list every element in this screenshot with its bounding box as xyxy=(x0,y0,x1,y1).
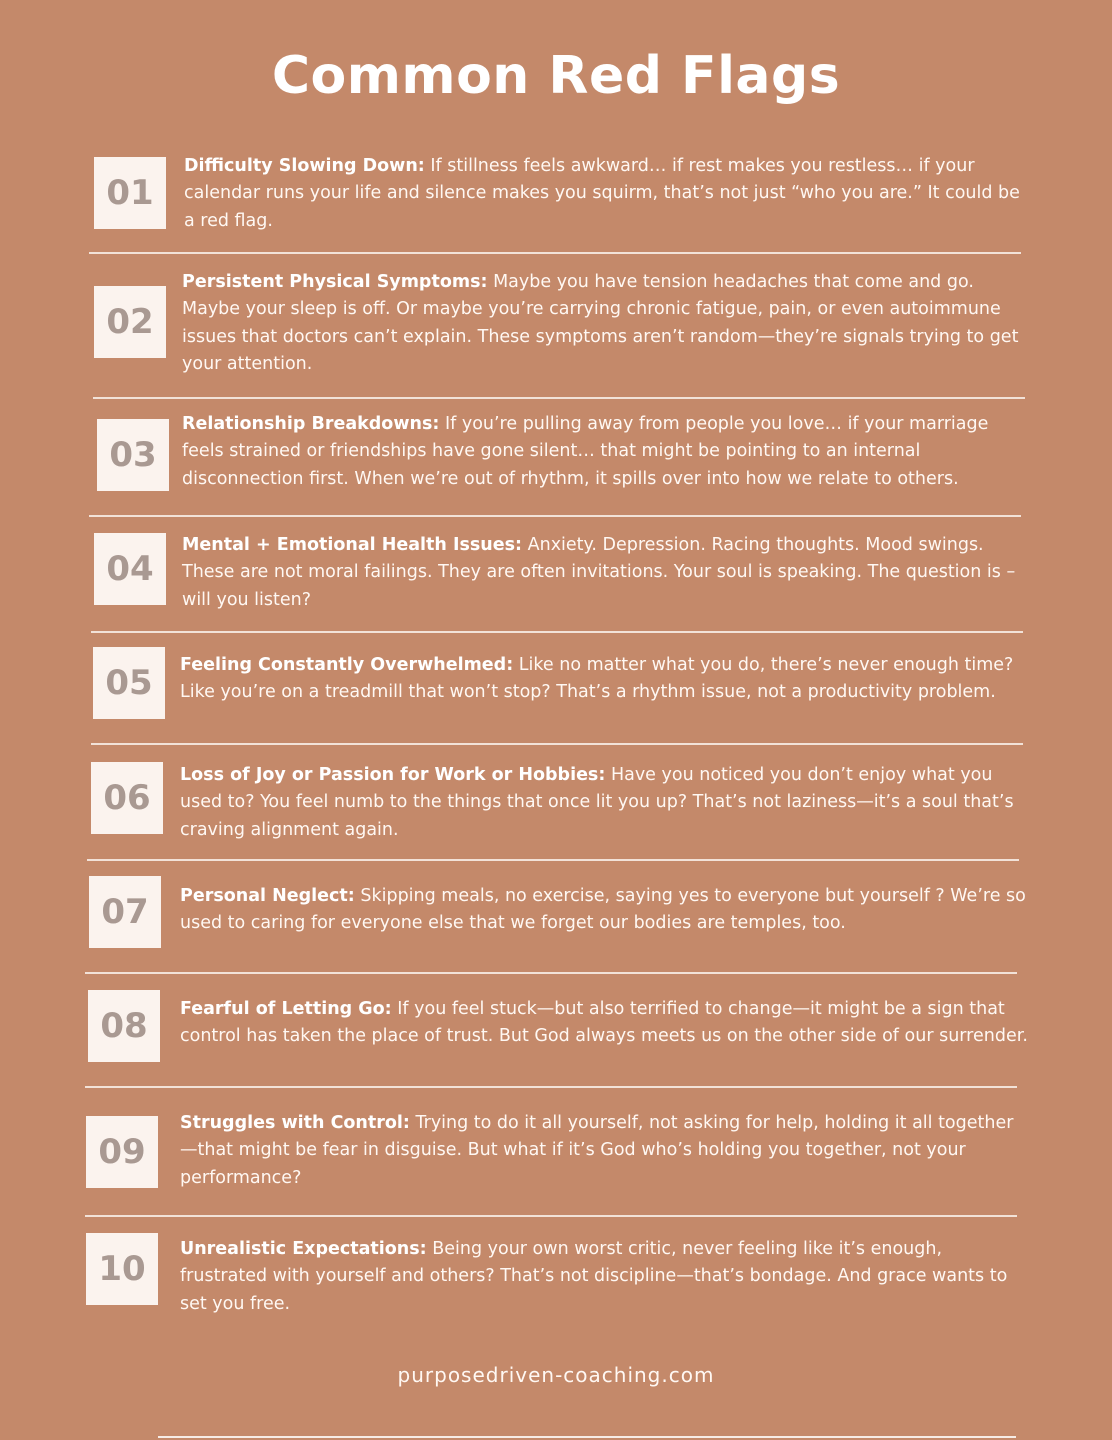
divider xyxy=(89,515,1021,517)
item-number-badge: 02 xyxy=(94,286,166,358)
item-heading: Feeling Constantly Overwhelmed: xyxy=(180,655,514,675)
item-body: Skipping meals, no exercise, saying yes to everyone but yourself ? We’re so used to caring for everyone else that we forget our bodies are temples, too. xyxy=(180,886,1026,934)
page-title: Common Red Flags xyxy=(271,46,841,106)
item-text xyxy=(180,1110,1030,1192)
divider xyxy=(85,972,1017,974)
item-text xyxy=(182,269,1032,379)
item-number-badge: 07 xyxy=(89,876,161,948)
item-heading: Difficulty Slowing Down: xyxy=(184,156,425,176)
item-text xyxy=(182,532,1032,614)
item-text xyxy=(180,762,1030,844)
bottom-divider xyxy=(158,1436,1016,1438)
divider xyxy=(89,252,1021,254)
item-text xyxy=(182,411,1027,493)
divider xyxy=(91,743,1023,745)
item-body: If stillness feels awkward… if rest makes you restless… if your calendar runs your life and silence makes you squirm, that’s not just “who you are.” It could be a red flag. xyxy=(184,156,1020,231)
item-heading: Loss of Joy or Passion for Work or Hobbies: xyxy=(180,765,606,785)
item-body: Being your own worst critic, never feeling like it’s enough, frustrated with yourself and others? That’s not discipline—that’s bondage. And grace wants to set you free. xyxy=(180,1239,1008,1314)
item-heading: Fearful of Letting Go: xyxy=(180,999,392,1019)
divider xyxy=(85,1215,1017,1217)
item-heading: Relationship Breakdowns: xyxy=(182,414,440,434)
website-link[interactable]: purposedriven-coaching.com xyxy=(397,1363,715,1387)
item-heading: Struggles with Control: xyxy=(180,1113,410,1133)
item-number-badge: 01 xyxy=(94,157,166,229)
item-body: Maybe you have tension headaches that come and go. Maybe your sleep is off. Or maybe you’re carrying chronic fatigue, pain, or even autoimmune issues that doctors can’t explain. These symptoms aren’t random—they’re signals trying to get your attention. xyxy=(182,272,1019,375)
item-body: If you’re pulling away from people you love… if your marriage feels strained or friendships have gone silent… that might be pointing to an internal disconnection first. When we’re out of rhythm, it spills over into how we relate to others. xyxy=(182,414,989,489)
item-heading: Personal Neglect: xyxy=(180,886,355,906)
item-body: If you feel stuck—but also terrified to change—it might be a sign that control has taken the place of trust. But God always meets us on the other side of our surrender. xyxy=(180,999,1028,1047)
item-body: Like no matter what you do, there’s never enough time? Like you’re on a treadmill that won’t stop? That’s a rhythm issue, not a productivity problem. xyxy=(180,655,1014,703)
item-number-badge: 05 xyxy=(93,647,165,719)
item-number-badge: 08 xyxy=(88,990,160,1062)
divider xyxy=(93,397,1025,399)
item-heading: Persistent Physical Symptoms: xyxy=(182,272,488,292)
item-text xyxy=(180,652,1035,707)
item-text xyxy=(180,1236,1030,1318)
divider xyxy=(85,1086,1017,1088)
item-number-badge: 10 xyxy=(86,1233,158,1305)
item-number-badge: 03 xyxy=(97,419,169,491)
item-number-badge: 06 xyxy=(91,762,163,834)
item-text xyxy=(184,153,1034,235)
item-text xyxy=(180,996,1035,1051)
item-text xyxy=(180,883,1030,938)
item-body: Trying to do it all yourself, not asking for help, holding it all together—that might be fear in disguise. But what if it’s God who’s holding you together, not your performance? xyxy=(180,1113,1014,1188)
item-body: Anxiety. Depression. Racing thoughts. Mood swings. These are not moral failings. They are often invitations. Your soul is speaking. The question is – will you listen? xyxy=(182,535,1016,610)
divider xyxy=(91,631,1023,633)
item-number-badge: 09 xyxy=(86,1116,158,1188)
item-heading: Unrealistic Expectations: xyxy=(180,1239,427,1259)
item-number-badge: 04 xyxy=(94,533,166,605)
item-body: Have you noticed you don’t enjoy what you used to? You feel numb to the things that once lit you up? That’s not laziness—it’s a soul that’s craving alignment again. xyxy=(180,765,1014,840)
divider xyxy=(87,859,1019,861)
item-heading: Mental + Emotional Health Issues: xyxy=(182,535,523,555)
